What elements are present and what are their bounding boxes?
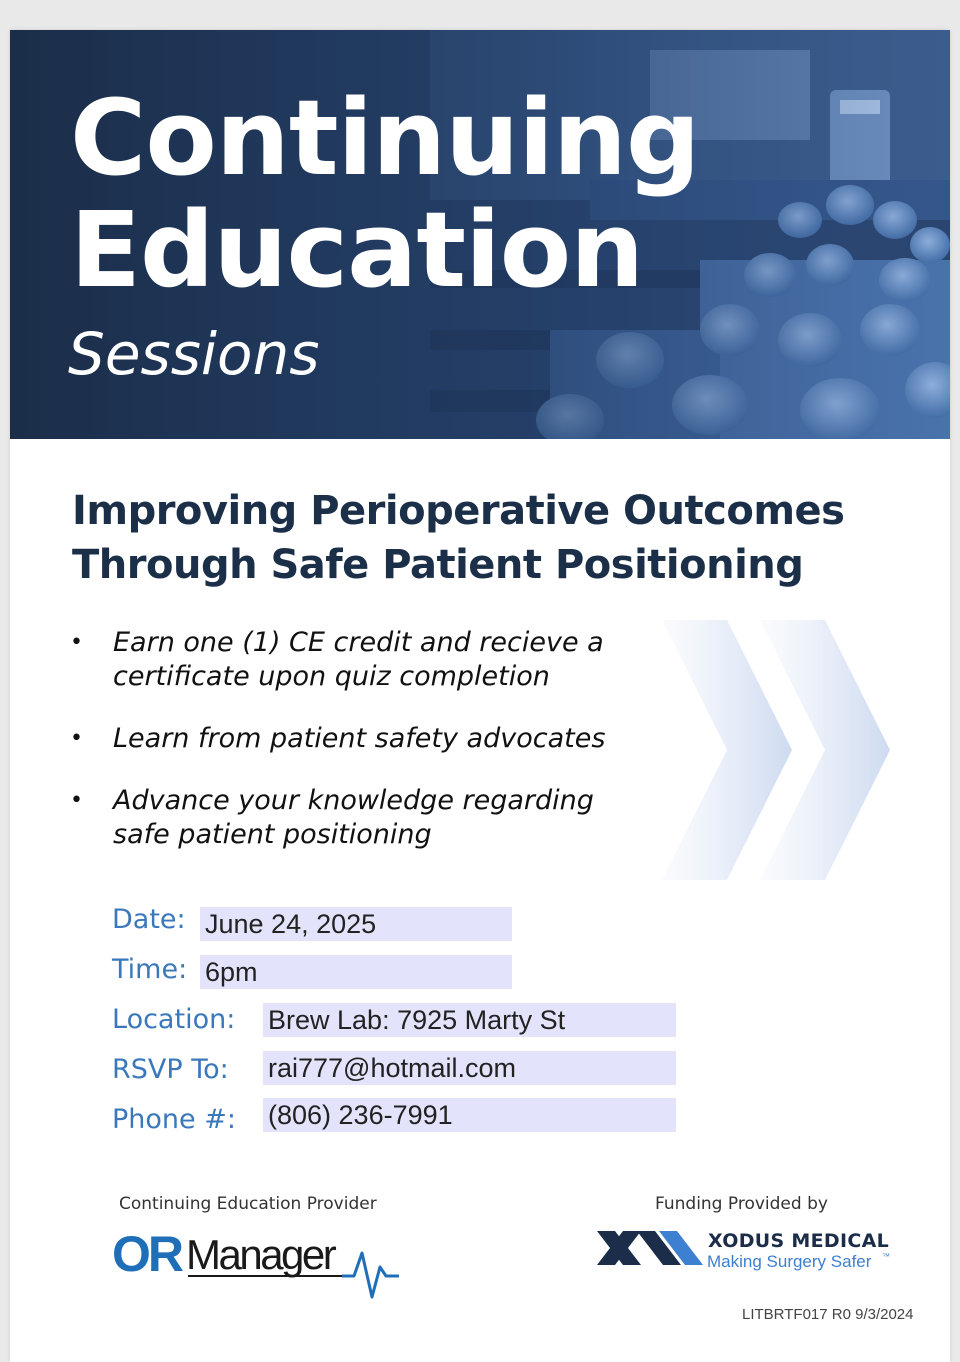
hero-title-line-2: Education bbox=[70, 189, 644, 311]
headline-line-2: Through Safe Patient Positioning bbox=[72, 542, 804, 588]
or-manager-logo bbox=[110, 1223, 400, 1303]
bullet-1-line-2: certificate upon quiz completion bbox=[113, 661, 550, 692]
list-item bbox=[70, 784, 690, 852]
date-label: Date: bbox=[112, 904, 186, 935]
session-headline bbox=[72, 484, 922, 592]
hero-title bbox=[70, 77, 700, 311]
svg-text:Manager: Manager bbox=[186, 1231, 335, 1278]
svg-text:™: ™ bbox=[882, 1252, 890, 1261]
svg-text:OR: OR bbox=[112, 1226, 181, 1282]
list-item bbox=[70, 722, 690, 756]
bullet-1-line-1: • Earn one (1) CE credit and recieve a bbox=[113, 627, 604, 658]
xodus-medical-logo bbox=[597, 1227, 897, 1277]
phone-label: Phone #: bbox=[112, 1104, 236, 1135]
list-item bbox=[70, 626, 690, 694]
location-label: Location: bbox=[112, 1004, 236, 1035]
time-field[interactable]: 6pm bbox=[200, 955, 512, 989]
time-label: Time: bbox=[112, 954, 188, 985]
hero-title-line-1: Continuing bbox=[70, 77, 700, 199]
hero-banner bbox=[10, 30, 950, 439]
benefits-list bbox=[70, 626, 690, 880]
chevron-arrows-icon bbox=[662, 620, 902, 880]
bullet-3-line-2: safe patient positioning bbox=[113, 819, 432, 850]
flyer-page bbox=[10, 30, 950, 1362]
headline-line-1: Improving Perioperative Outcomes bbox=[72, 488, 845, 534]
hero-subtitle: Sessions bbox=[68, 320, 320, 388]
bullet-3-line-1: • Advance your knowledge regarding bbox=[113, 785, 594, 816]
bullet-2-line-1: • Learn from patient safety advocates bbox=[113, 723, 606, 754]
svg-text:XODUS MEDICAL: XODUS MEDICAL bbox=[708, 1230, 890, 1252]
rsvp-field[interactable]: rai777@hotmail.com bbox=[263, 1051, 676, 1085]
svg-text:Making Surgery Safer: Making Surgery Safer bbox=[707, 1252, 872, 1271]
location-field[interactable]: Brew Lab: 7925 Marty St bbox=[263, 1003, 676, 1037]
provider-caption: Continuing Education Provider bbox=[119, 1194, 377, 1214]
rsvp-label: RSVP To: bbox=[112, 1054, 229, 1085]
date-field[interactable]: June 24, 2025 bbox=[200, 907, 512, 941]
phone-field[interactable]: (806) 236-7991 bbox=[263, 1098, 676, 1132]
funding-caption: Funding Provided by bbox=[655, 1194, 828, 1214]
document-code: LITBRTF017 R0 9/3/2024 bbox=[742, 1306, 914, 1323]
